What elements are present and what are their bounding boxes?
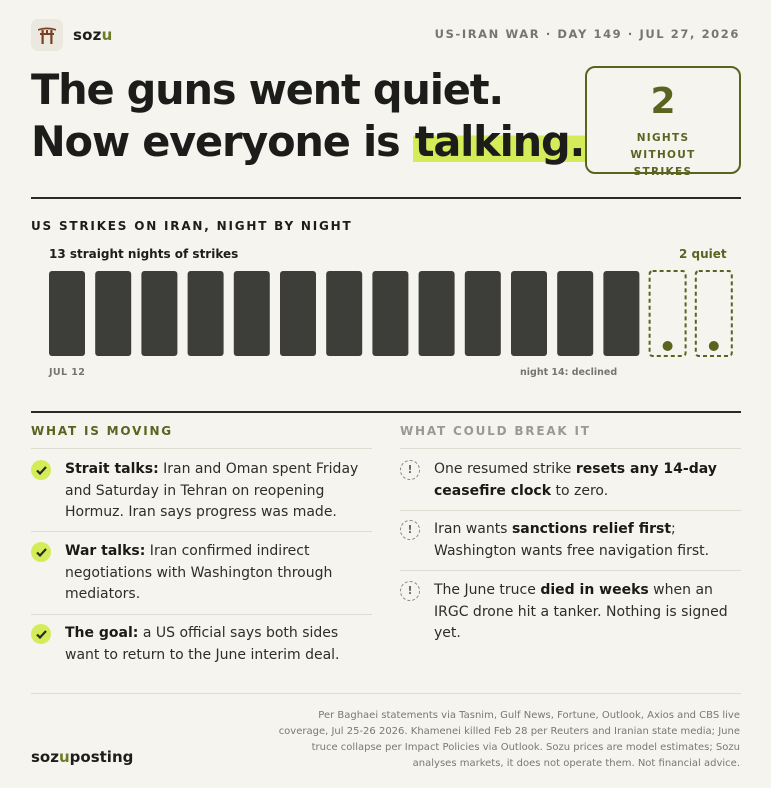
- warning-icon: !: [400, 581, 420, 601]
- divider: [31, 693, 741, 694]
- quiet-night-dot: [709, 341, 719, 351]
- strikes-chart: [0, 260, 771, 365]
- list-item: [400, 459, 741, 502]
- dateline: US-IRAN WAR · DAY 149 · JUL 27, 2026: [434, 27, 740, 41]
- check-icon: [31, 460, 51, 480]
- brand: [31, 19, 112, 51]
- axis-start-label: JUL 12: [49, 367, 86, 378]
- divider: [31, 411, 741, 413]
- quiet-night-dot: [663, 341, 673, 351]
- strike-night-bar: [326, 271, 362, 356]
- divider: [400, 448, 741, 449]
- stat-number: 2: [650, 81, 676, 122]
- strikes-caption: 13 straight nights of strikes: [49, 247, 239, 261]
- list-item: [31, 623, 372, 666]
- headline-line-1: The guns went quiet.: [31, 65, 503, 114]
- divider: [400, 570, 741, 571]
- quiet-caption: 2 quiet: [679, 247, 727, 261]
- headline: [31, 64, 586, 168]
- list-item: [31, 541, 372, 606]
- strike-night-bar: [419, 271, 455, 356]
- warning-icon: !: [400, 460, 420, 480]
- list-item-text: Strait talks: Iran and Oman spent Friday and Saturday in Tehran on reopening Hormuz. Iran says progress was made.: [65, 461, 359, 520]
- moving-title: WHAT IS MOVING: [31, 424, 173, 438]
- divider: [400, 510, 741, 511]
- nights-without-strikes-stat: [585, 66, 741, 178]
- list-item-text: Iran wants sanctions relief first; Washington wants free navigation first.: [434, 521, 710, 559]
- divider: [31, 531, 372, 532]
- torii-gate-icon: [31, 19, 63, 51]
- list-item: [400, 580, 741, 645]
- list-item-text: One resumed strike resets any 14-day ceasefire clock to zero.: [434, 461, 717, 499]
- divider: [31, 614, 372, 615]
- headline-line-2: Now everyone is talking.: [31, 117, 585, 166]
- strike-night-bar: [372, 271, 408, 356]
- strike-night-bar: [234, 271, 270, 356]
- divider: [31, 197, 741, 199]
- strike-night-bar: [557, 271, 593, 356]
- check-icon: [31, 624, 51, 644]
- strike-night-bar: [280, 271, 316, 356]
- warning-icon: !: [400, 520, 420, 540]
- stat-label: NIGHTS WITHOUT STRIKES: [630, 132, 696, 178]
- divider: [31, 448, 372, 449]
- check-icon: [31, 542, 51, 562]
- strike-night-bar: [465, 271, 501, 356]
- strike-night-bar: [49, 271, 85, 356]
- brand-name: sozu: [73, 26, 113, 44]
- list-item-text: War talks: Iran confirmed indirect negotiations with Washington through mediators.: [65, 543, 333, 602]
- headline-highlight: talking.: [414, 117, 585, 166]
- strike-night-bar: [511, 271, 547, 356]
- list-item: [31, 459, 372, 524]
- strike-night-bar: [188, 271, 224, 356]
- list-item-text: The June truce died in weeks when an IRGC drone hit a tanker. Nothing is signed yet.: [434, 582, 728, 641]
- axis-note-label: night 14: declined: [520, 367, 618, 378]
- list-item-text: The goal: a US official says both sides want to return to the June interim deal.: [65, 625, 340, 663]
- strike-night-bar: [603, 271, 639, 356]
- strike-night-bar: [95, 271, 131, 356]
- list-item: [400, 519, 741, 562]
- strike-night-bar: [141, 271, 177, 356]
- source-note: Per Baghaei statements via Tasnim, Gulf News, Fortune, Outlook, Axios and CBS live coverage, Jul 25-26 2026. Khamenei killed Feb 28 per Reuters and Iranian state media; June truce collapse per Impact Policies via Outlook. Sozu prices are model estimates; Sozu analyses markets, it does not operate them. Not financial advice.: [278, 710, 740, 769]
- strikes-section-title: US STRIKES ON IRAN, NIGHT BY NIGHT: [31, 219, 353, 233]
- break-title: WHAT COULD BREAK IT: [400, 424, 591, 438]
- footer-brand: sozuposting: [31, 748, 134, 766]
